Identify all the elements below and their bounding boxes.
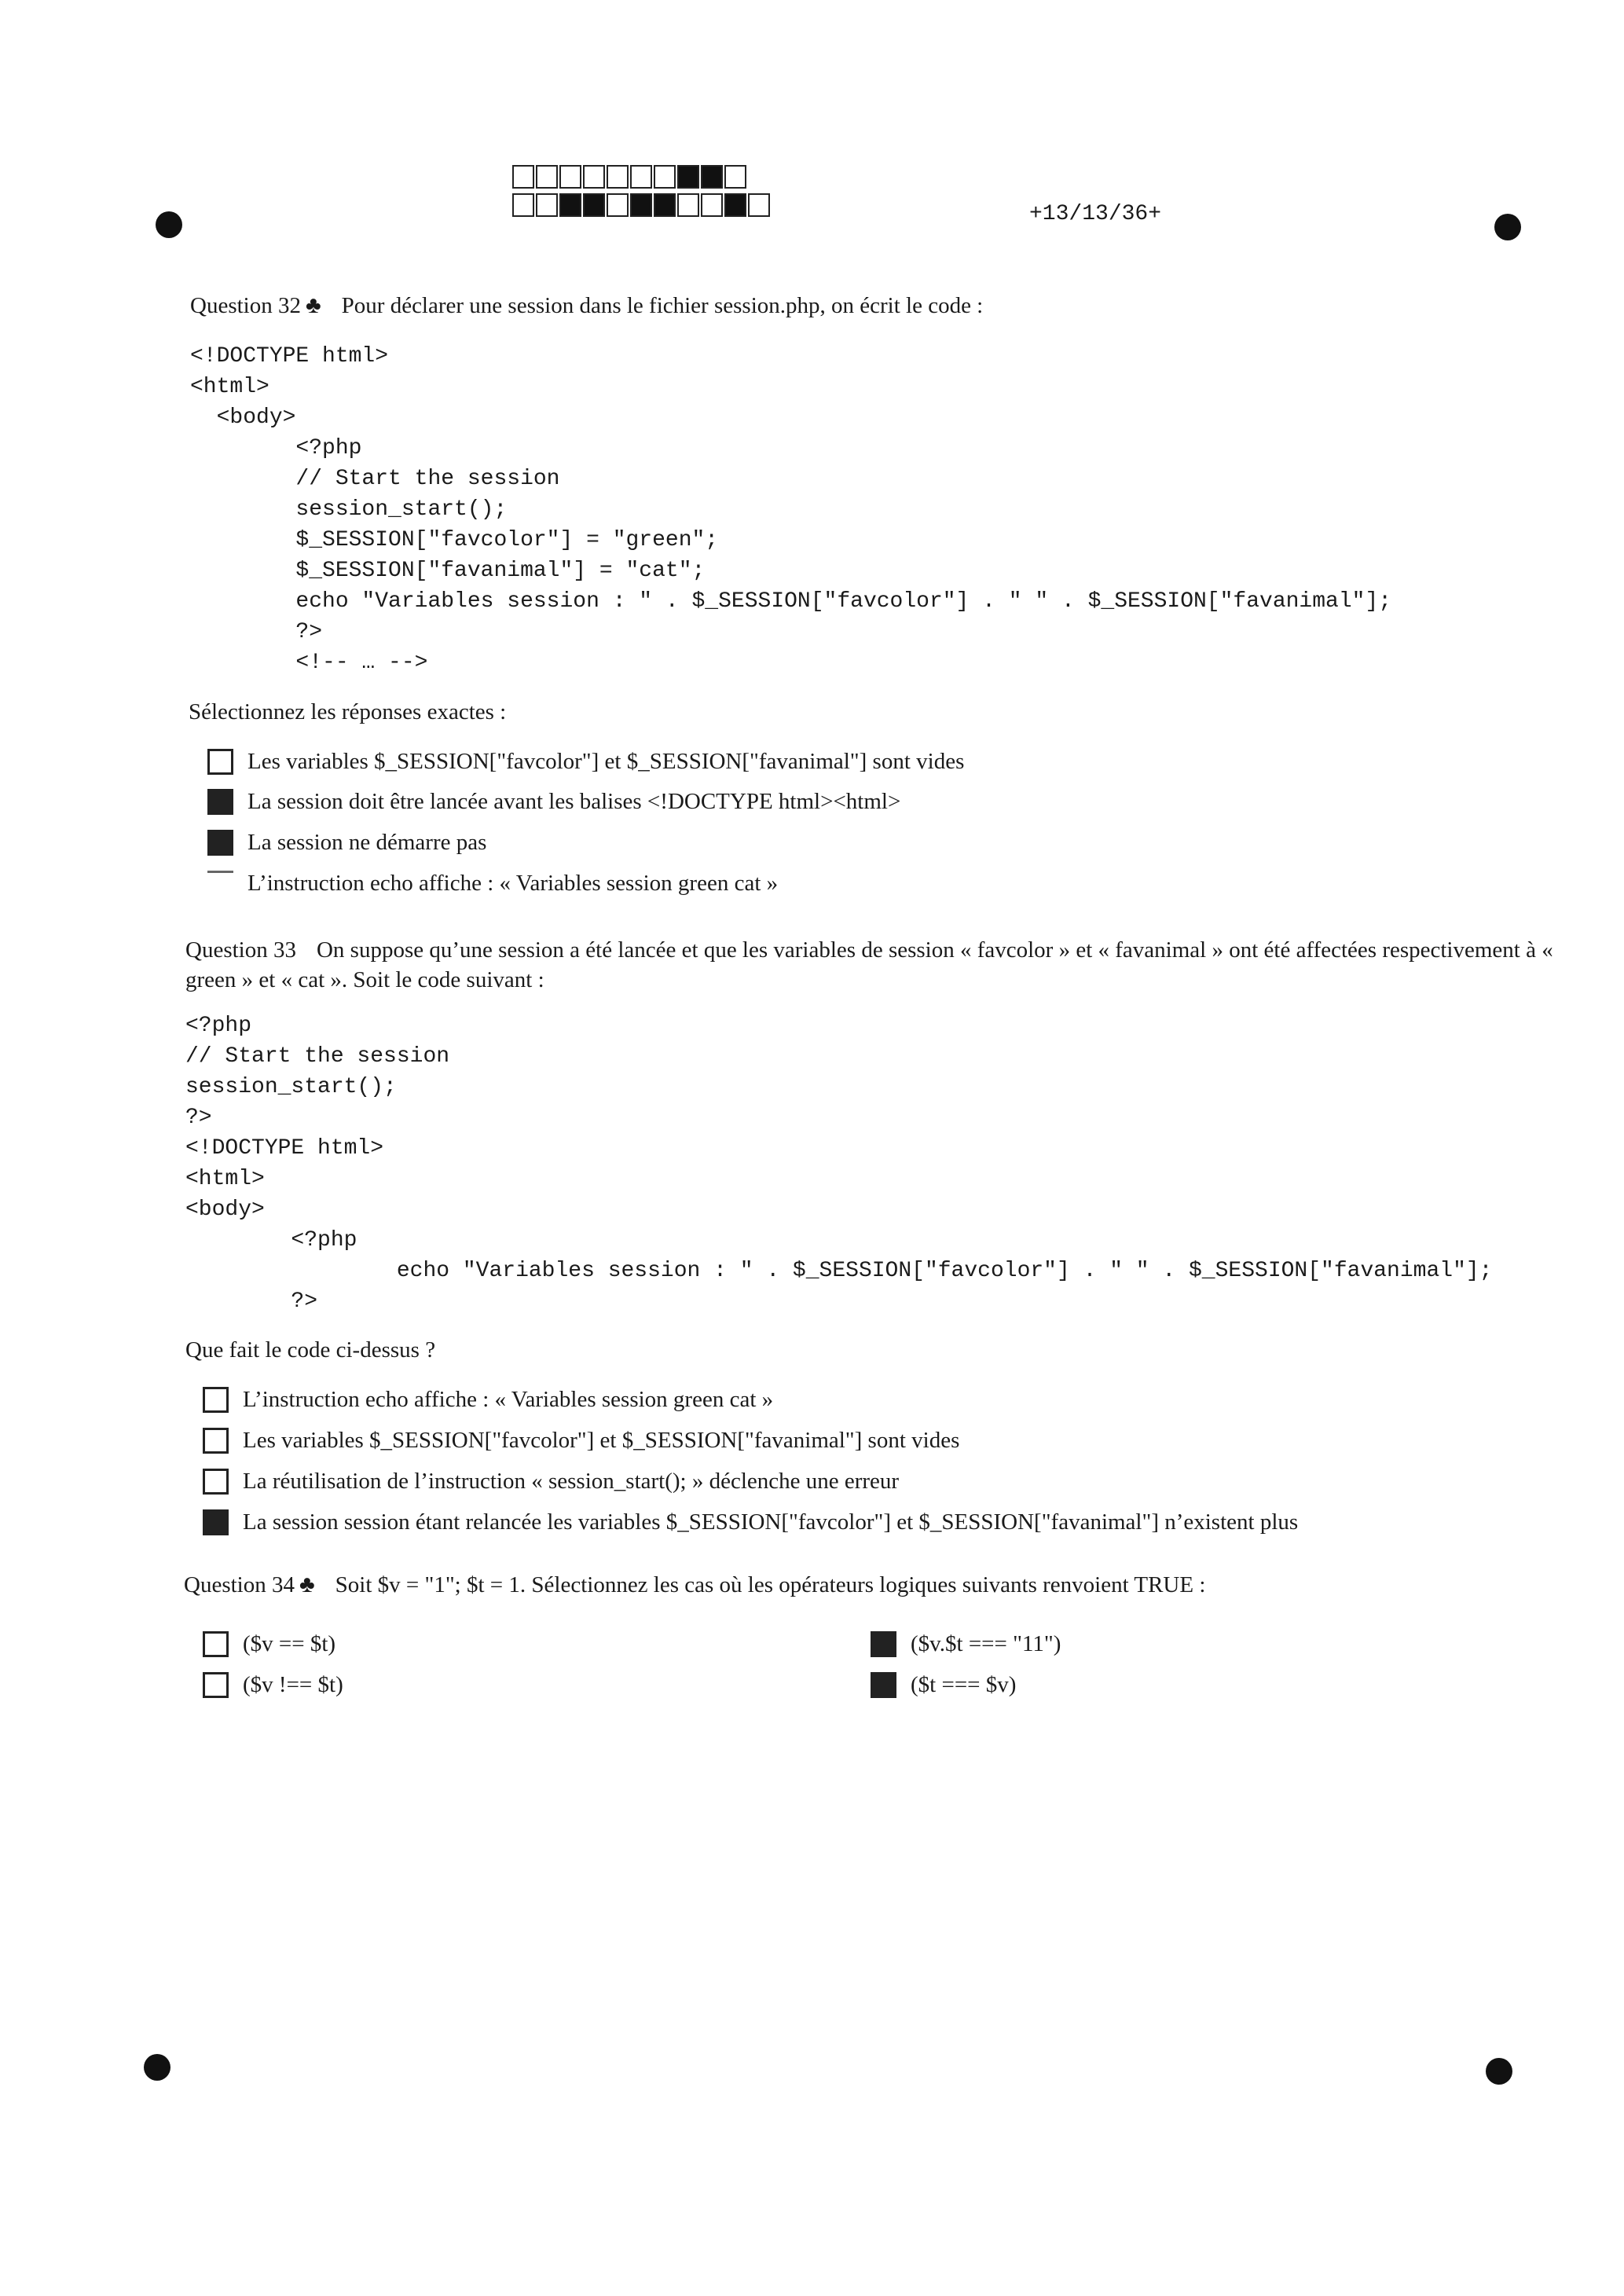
answer-checkbox[interactable] (203, 1428, 229, 1454)
option-label: La session ne démarre pas (247, 830, 487, 855)
question-32-option-1[interactable] (207, 749, 964, 775)
barcode-cell (701, 165, 723, 189)
question-32-option-4[interactable] (207, 871, 778, 897)
option-label: L’instruction echo affiche : « Variables session green cat » (243, 1387, 774, 1412)
barcode-cell (607, 165, 629, 189)
question-34-text: Soit $v = "1"; $t = 1. Sélectionnez les cas où les opérateurs logiques suivants renvoient TRUE : (335, 1572, 1206, 1597)
barcode-cell (701, 193, 723, 217)
question-33-option-4[interactable] (203, 1509, 1298, 1535)
question-33-text: On suppose qu’une session a été lancée et que les variables de session « favcolor » et « favanimal » ont été affectées respectivement à « green » et « cat ». Soit le code suivant : (185, 937, 1553, 992)
question-32-option-2[interactable] (207, 789, 900, 815)
barcode-cell (748, 193, 770, 217)
barcode-cell (559, 193, 581, 217)
answer-checkbox[interactable] (203, 1509, 229, 1535)
answer-checkbox[interactable] (871, 1631, 896, 1657)
answer-checkbox[interactable] (207, 789, 233, 815)
registration-dot-top-left (156, 211, 182, 238)
question-32-option-3[interactable] (207, 830, 486, 856)
barcode-cell (654, 193, 676, 217)
answer-checkbox[interactable] (207, 871, 233, 897)
question-32-prompt: Sélectionnez les réponses exactes : (189, 699, 507, 724)
page-identifier: +13/13/36+ (1029, 202, 1162, 226)
question-34-option-3[interactable] (871, 1631, 1061, 1657)
question-34-option-4[interactable] (871, 1672, 1016, 1698)
club-icon: ♣ (305, 292, 321, 318)
question-34-option-2[interactable] (203, 1672, 343, 1698)
barcode-cell (607, 193, 629, 217)
option-label: La session doit être lancée avant les balises <!DOCTYPE html><html> (247, 789, 901, 814)
registration-dot-top-right (1494, 214, 1521, 240)
answer-checkbox[interactable] (207, 830, 233, 856)
option-label: La réutilisation de l’instruction « session_start(); » déclenche une erreur (243, 1469, 900, 1494)
question-33-label: Question 33 (185, 937, 296, 963)
question-32-heading (190, 292, 983, 319)
option-label: ($v !== $t) (243, 1672, 343, 1697)
option-label: Les variables $_SESSION["favcolor"] et $_SESSION["favanimal"] sont vides (243, 1428, 960, 1453)
barcode-cell (512, 165, 534, 189)
barcode-cell (536, 165, 558, 189)
barcode-cell (724, 165, 746, 189)
question-32-text: Pour déclarer une session dans le fichier session.php, on écrit le code : (341, 293, 984, 318)
answer-checkbox[interactable] (207, 749, 233, 775)
barcode-cell (583, 193, 605, 217)
club-icon: ♣ (299, 1572, 315, 1597)
barcode-cell (512, 193, 534, 217)
question-33-option-3[interactable] (203, 1469, 899, 1495)
barcode-cell (677, 193, 699, 217)
option-label: L’instruction echo affiche : « Variables session green cat » (247, 871, 779, 896)
question-32-code: <!DOCTYPE html> <html> <body> <?php // Start the session session_start(); $_SESSION["favcolor"] = "green"; $_SESSION["favanimal"] = "cat"; echo "Variables session : " . $_SESSION["favcolor"] . " " . $_SESSION["favanimal"]; ?> <!-- … --> (190, 344, 1392, 675)
answer-checkbox[interactable] (871, 1672, 896, 1698)
question-32-label: Question 32 (190, 293, 301, 318)
barcode-cell (654, 165, 676, 189)
question-33-code: <?php // Start the session session_start(); ?> <!DOCTYPE html> <html> <body> <?php echo "Variables session : " . $_SESSION["favcolor"] . " " . $_SESSION["favanimal"]; ?> (185, 1014, 1493, 1314)
option-label: ($v.$t === "11") (911, 1631, 1061, 1656)
question-34-heading (184, 1572, 1205, 1598)
barcode-row-1 (512, 165, 748, 189)
barcode-cell (724, 193, 746, 217)
barcode-cell (536, 193, 558, 217)
answer-checkbox[interactable] (203, 1469, 229, 1495)
answer-checkbox[interactable] (203, 1672, 229, 1698)
option-label: ($v == $t) (243, 1631, 336, 1656)
barcode-cell (677, 165, 699, 189)
answer-checkbox[interactable] (203, 1387, 229, 1413)
option-label: ($t === $v) (911, 1672, 1017, 1697)
barcode-cell (630, 165, 652, 189)
barcode-cell (559, 165, 581, 189)
question-34-option-1[interactable] (203, 1631, 335, 1657)
barcode-cell (583, 165, 605, 189)
registration-dot-bottom-right (1486, 2058, 1512, 2085)
question-33-option-2[interactable] (203, 1428, 959, 1454)
question-33-option-1[interactable] (203, 1387, 773, 1413)
barcode-row-2 (512, 193, 772, 217)
answer-checkbox[interactable] (203, 1631, 229, 1657)
question-34-label: Question 34 (184, 1572, 295, 1597)
barcode-cell (630, 193, 652, 217)
question-33-heading (185, 935, 1576, 995)
option-label: La session session étant relancée les variables $_SESSION["favcolor"] et $_SESSION["favanimal"] n’existent plus (243, 1509, 1299, 1535)
option-label: Les variables $_SESSION["favcolor"] et $_SESSION["favanimal"] sont vides (247, 749, 965, 774)
question-33-prompt: Que fait le code ci-dessus ? (185, 1337, 436, 1363)
registration-dot-bottom-left (144, 2054, 170, 2081)
